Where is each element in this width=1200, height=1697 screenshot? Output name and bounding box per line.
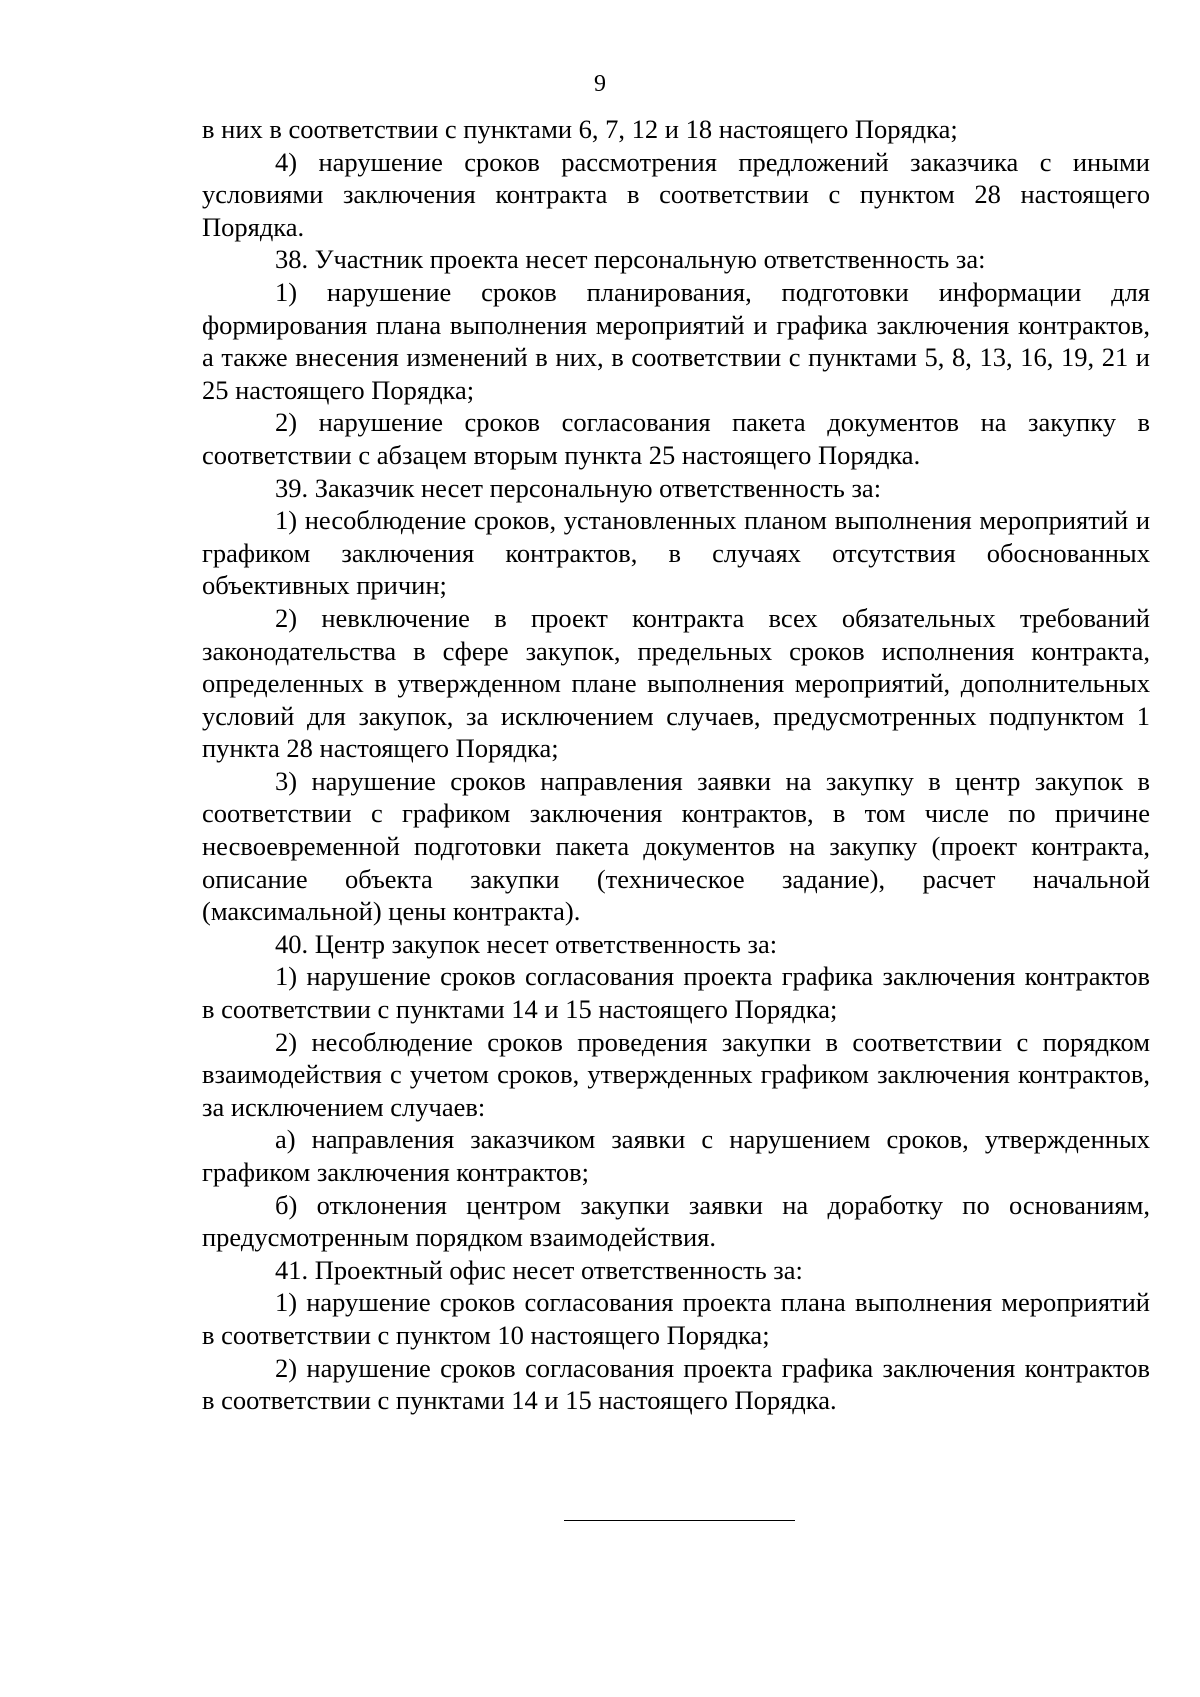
paragraph-item-40-2-a: а) направления заказчиком заявки с нарушением сроков, утвержденных графиком заключения контрактов;: [202, 1124, 1150, 1187]
document-body: [202, 113, 1150, 1417]
paragraph-item-37-4: 4) нарушение сроков рассмотрения предложений заказчика с иными условиями заключения контракта в соответствии с пунктом 28 настоящего Порядка.: [202, 146, 1150, 242]
paragraph-item-40-2: 2) несоблюдение сроков проведения закупки в соответствии с порядком взаимодействия с учетом сроков, утвержденных графиком заключения контрактов, за исключением случаев:: [202, 1026, 1150, 1122]
page-number: 9: [594, 71, 606, 97]
paragraph-item-38-1: 1) нарушение сроков планирования, подготовки информации для формирования плана выполнения мероприятий и графика заключения контрактов, а также внесения изменений в них, в соответствии с пунктами 5, 8, 13, 16, 19, 21 и 25 настоящего Порядка;: [202, 276, 1150, 405]
paragraph-item-39-2: 2) невключение в проект контракта всех обязательных требований законодательства в сфере закупок, предельных сроков исполнения контракта, определенных в утвержденном плане выполнения мероприятий, дополнительных условий для закупок, за исключением случаев, предусмотренных подпунктом 1 пункта 28 настоящего Порядка;: [202, 602, 1150, 764]
paragraph-item-39-1: 1) несоблюдение сроков, установленных планом выполнения мероприятий и графиком заключения контрактов, в случаях отсутствия обоснованных объективных причин;: [202, 505, 1150, 601]
paragraph-heading-39: 39. Заказчик несет персональную ответственность за:: [275, 472, 882, 503]
paragraph-item-38-2: 2) нарушение сроков согласования пакета документов на закупку в соответствии с абзацем вторым пункта 25 настоящего Порядка.: [202, 407, 1150, 470]
paragraph-item-41-2: 2) нарушение сроков согласования проекта графика заключения контрактов в соответствии с пунктами 14 и 15 настоящего Порядка.: [202, 1352, 1150, 1416]
end-of-document-rule: [564, 1520, 795, 1521]
paragraph-heading-40: 40. Центр закупок несет ответственность за:: [275, 928, 778, 959]
paragraph-item-39-3: 3) нарушение сроков направления заявки на закупку в центр закупок в соответствии с графиком заключения контрактов, в том числе по причине несвоевременной подготовки пакета документов на закупку (проект контракта, описание объекта закупки (техническое задание), расчет начальной (максимальной) цены контракта).: [202, 765, 1150, 927]
paragraph-continuation: в них в соответствии с пунктами 6, 7, 12 и 18 настоящего Порядка;: [202, 114, 958, 144]
paragraph-item-40-2-b: б) отклонения центром закупки заявки на доработку по основаниям, предусмотренным порядком взаимодействия.: [202, 1189, 1150, 1253]
paragraph-heading-41: 41. Проектный офис несет ответственность за:: [275, 1254, 803, 1285]
paragraph-item-41-1: 1) нарушение сроков согласования проекта плана выполнения мероприятий в соответствии с пунктом 10 настоящего Порядка;: [202, 1287, 1150, 1350]
paragraph-heading-38: 38. Участник проекта несет персональную ответственность за:: [275, 244, 986, 275]
paragraph-item-40-1: 1) нарушение сроков согласования проекта графика заключения контрактов в соответствии с пунктами 14 и 15 настоящего Порядка;: [202, 961, 1150, 1025]
